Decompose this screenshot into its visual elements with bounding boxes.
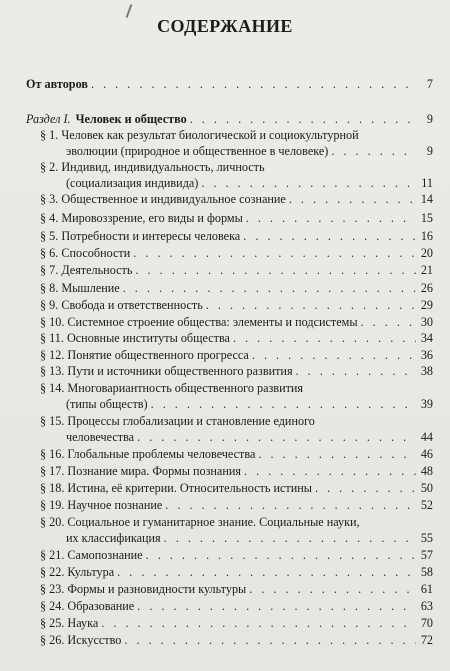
- toc-entry-title: § 15. Процессы глобализации и становление единого: [40, 414, 315, 428]
- dot-leader: [296, 363, 416, 379]
- toc-entry-title: § 8. Мышление: [40, 281, 120, 295]
- toc-entry-title: § 12. Понятие общественного прогресса: [40, 348, 249, 362]
- page-number: 14: [420, 192, 433, 206]
- toc-entry-title: § 24. Образование: [40, 599, 135, 613]
- toc-entry-title: § 4. Мировоззрение, его виды и формы: [40, 211, 243, 225]
- toc-entry-title: § 14. Многовариантность общественного развития: [40, 381, 304, 395]
- toc-entry-line: [66, 143, 433, 159]
- toc-entry-line: [40, 581, 433, 597]
- toc-entry-title: § 10. Системное строение общества: элементы и подсистемы: [40, 315, 358, 329]
- toc-entry-line: [26, 76, 433, 92]
- dot-leader: [165, 497, 416, 513]
- dot-leader: [249, 581, 416, 597]
- toc-entry-line: [40, 159, 265, 175]
- page-number: 48: [420, 464, 433, 478]
- toc-entry-title: § 9. Свобода и ответственность: [40, 298, 203, 312]
- toc-entry-line: [40, 514, 360, 530]
- toc-entry-title: эволюции (природное и общественное в человеке): [66, 144, 329, 158]
- toc-entry-line: [40, 245, 433, 261]
- page-number: 38: [420, 364, 433, 378]
- toc-entry-line: [40, 228, 433, 244]
- toc-entry-title: § 1. Человек как результат биологической и социокультурной: [40, 128, 359, 142]
- toc-entry-line: [40, 547, 433, 563]
- toc-entry-title: § 2. Индивид, индивидуальность, личность: [40, 160, 265, 174]
- dot-leader: [315, 480, 416, 496]
- toc-entry-line: [40, 280, 433, 296]
- dot-leader: [201, 175, 416, 191]
- toc-entry-line: [40, 210, 433, 226]
- page-number: 57: [420, 548, 433, 562]
- toc-entry-line: [40, 127, 359, 143]
- page-number: 52: [420, 498, 433, 512]
- dot-leader: [246, 210, 416, 226]
- toc-entry-title: § 20. Социальное и гуманитарное знание. Социальные науки,: [40, 515, 360, 529]
- page-number: 16: [420, 229, 433, 243]
- toc-entry-line: [40, 380, 303, 396]
- toc-entry-title: § 22. Культура: [40, 565, 115, 579]
- dot-leader: [123, 280, 416, 296]
- toc-entry-line: [40, 497, 433, 513]
- dot-leader: [137, 598, 416, 614]
- dot-leader: [151, 396, 416, 412]
- page-number: 63: [420, 599, 433, 613]
- page-number: 61: [420, 582, 433, 596]
- toc-entry-line: [40, 598, 433, 614]
- toc-entry-title: § 13. Пути и источники общественного развития: [40, 364, 293, 378]
- toc-entry-line: [40, 446, 433, 462]
- toc-entry-title: § 11. Основные институты общества: [40, 331, 230, 345]
- toc-entry-title: (типы обществ): [66, 397, 148, 411]
- page-number: 15: [420, 211, 433, 225]
- dot-leader: [91, 76, 416, 92]
- dot-leader: [233, 330, 416, 346]
- page-number: 9: [426, 144, 433, 158]
- dot-leader: [190, 111, 416, 127]
- toc-entry-line: [40, 480, 433, 496]
- page-number: 20: [420, 246, 433, 260]
- page-number: 55: [420, 531, 433, 545]
- page-number: 30: [420, 315, 433, 329]
- toc-entry-title: § 23. Формы и разновидности культуры: [40, 582, 247, 596]
- page-number: 11: [421, 176, 433, 190]
- toc-entry-line: [40, 413, 315, 429]
- dot-leader: [252, 347, 416, 363]
- page-number: 34: [420, 331, 433, 345]
- toc-entry-title: § 19. Научное познание: [40, 498, 163, 512]
- toc-entry-line: [40, 347, 433, 363]
- toc-entry-line: [66, 530, 433, 546]
- toc-entry-line: [40, 632, 433, 648]
- dot-leader: [124, 632, 416, 648]
- toc-entry-line: [40, 314, 433, 330]
- dot-leader: [146, 547, 416, 563]
- toc-entry-title: § 6. Способности: [40, 246, 131, 260]
- dot-leader: [137, 429, 416, 445]
- page-number: 26: [420, 281, 433, 295]
- page-number: 9: [426, 112, 433, 126]
- toc-entry-title: § 25. Наука: [40, 616, 99, 630]
- section-label: Раздел I.: [26, 112, 71, 126]
- toc-entry-title: человечества: [66, 430, 135, 444]
- dot-leader: [331, 143, 416, 159]
- toc-entry-line: [26, 111, 433, 127]
- toc-entry-title: § 16. Глобальные проблемы человечества: [40, 447, 256, 461]
- dot-leader: [101, 615, 416, 631]
- page-number: 70: [420, 616, 433, 630]
- toc-entry-line: [40, 363, 433, 379]
- toc-entry-title: § 5. Потребности и интересы человека: [40, 229, 241, 243]
- page-number: 36: [420, 348, 433, 362]
- toc-entry-line: [66, 396, 433, 412]
- toc-entry-title: § 7. Деятельность: [40, 263, 133, 277]
- toc-entry-line: [66, 429, 433, 445]
- page-number: 7: [426, 77, 433, 91]
- toc-entry-title: § 21. Самопознание: [40, 548, 143, 562]
- page-number: 21: [420, 263, 433, 277]
- toc-entry-line: [40, 262, 433, 278]
- dot-leader: [289, 191, 416, 207]
- toc-entry-line: [40, 297, 433, 313]
- toc-entry-line: [40, 615, 433, 631]
- dot-leader: [244, 463, 416, 479]
- dot-leader: [206, 297, 416, 313]
- dot-leader: [243, 228, 416, 244]
- toc-entry-title: (социализация индивида): [66, 176, 199, 190]
- page-number: 58: [420, 565, 433, 579]
- dot-leader: [117, 564, 416, 580]
- page-number: 72: [420, 633, 433, 647]
- page-number: 50: [420, 481, 433, 495]
- dot-leader: [135, 262, 416, 278]
- toc-entry-line: [40, 564, 433, 580]
- toc-entry-title: § 3. Общественное и индивидуальное сознание: [40, 192, 286, 206]
- dot-leader: [258, 446, 416, 462]
- dot-leader: [361, 314, 416, 330]
- toc-entry-title: их классификация: [66, 531, 161, 545]
- toc-entry-title: § 18. Истина, её критерии. Относительность истины: [40, 481, 312, 495]
- page-number: 44: [420, 430, 433, 444]
- page-number: 39: [420, 397, 433, 411]
- toc-entry-line: [40, 330, 433, 346]
- toc-entry-line: [66, 175, 433, 191]
- dot-leader: [133, 245, 416, 261]
- page-number: 46: [420, 447, 433, 461]
- section-heading: Человек и общество: [75, 112, 187, 126]
- toc-entry-line: [40, 191, 433, 207]
- toc-entry-title: § 17. Познание мира. Формы познания: [40, 464, 241, 478]
- dot-leader: [164, 530, 416, 546]
- toc-entry-title: § 26. Искусство: [40, 633, 122, 647]
- page-number: 29: [420, 298, 433, 312]
- page-title: СОДЕРЖАНИЕ: [157, 16, 293, 36]
- toc-entry-line: [40, 463, 433, 479]
- toc-entry-title: От авторов: [26, 77, 88, 91]
